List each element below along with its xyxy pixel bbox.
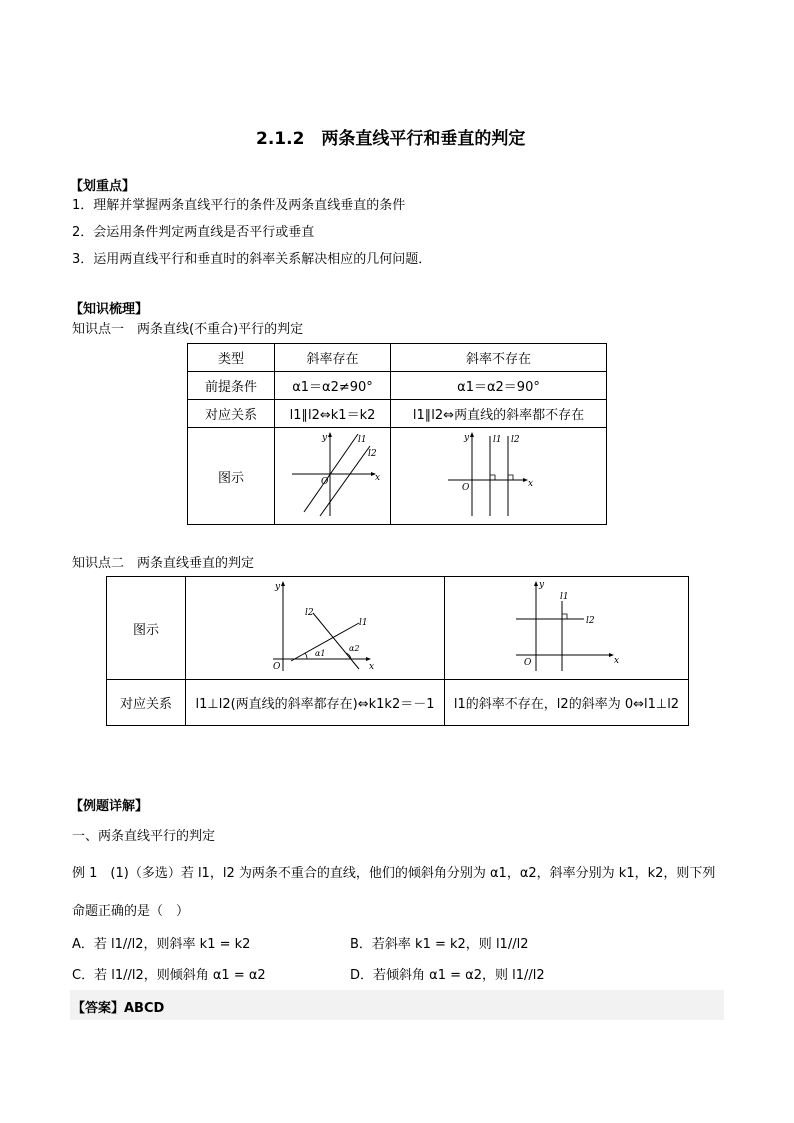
row-label: 前提条件 [188, 372, 275, 400]
l2-label: l2 [510, 435, 520, 445]
right-angle-mark [508, 475, 513, 480]
table-cell: l1⊥l2(两直线的斜率都存在)⇔k1k2＝－1 [186, 680, 445, 726]
y-arrow [534, 581, 538, 586]
right-angle-mark [490, 475, 495, 480]
examples-subheading: 一、两条直线平行的判定 [72, 829, 216, 844]
option-a: A．若 l1//l2，则斜率 k1 = k2 [72, 937, 251, 952]
row-label: 对应关系 [188, 400, 275, 428]
line-l2 [313, 613, 359, 669]
page-title: 2.1.2 两条直线平行和垂直的判定 [256, 129, 526, 149]
origin-label: O [320, 477, 328, 487]
parallel-figure-sloped [275, 428, 391, 525]
examples-heading: 【例题详解】 [70, 799, 149, 814]
option-d: D．若倾斜角 α1 = α2，则 l1//l2 [350, 968, 545, 983]
l1-label: l1 [492, 435, 502, 445]
option-b: B．若斜率 k1 = k2，则 l1//l2 [350, 937, 529, 952]
table-cell: α1＝α2≠90° [275, 372, 391, 400]
x-label: x [613, 656, 619, 666]
answer-box [70, 990, 724, 1020]
knowledge-heading: 【知识梳理】 [70, 302, 149, 317]
x-label: x [527, 479, 533, 489]
alpha1-label: α1 [315, 649, 326, 658]
axis-perpendicular-diagram [512, 577, 622, 675]
row-label: 图示 [107, 577, 186, 680]
alpha1-arc [305, 653, 307, 659]
table-header: 类型 [188, 344, 275, 372]
question-text: 例 1 (1)（多选）若 l1，l2 为两条不重合的直线，他们的倾斜角分别为 α1，α2，斜率分别为 k1，k2，则下列 [72, 866, 716, 881]
table-cell: l1∥l2⇔两直线的斜率都不存在 [391, 400, 607, 428]
l1-label: l1 [357, 435, 367, 445]
parallel-figure-vertical [391, 428, 607, 525]
table-header: 斜率存在 [275, 344, 391, 372]
y-arrow [470, 432, 474, 437]
table-header: 斜率不存在 [391, 344, 607, 372]
answer-text: 【答案】ABCD [72, 1001, 165, 1016]
l1-label: l1 [559, 592, 569, 602]
option-c: C．若 l1//l2，则倾斜角 α1 = α2 [72, 968, 266, 983]
right-angle-mark [562, 614, 567, 619]
parallel-lines-diagram [278, 428, 388, 520]
table-cell: α1＝α2＝90° [391, 372, 607, 400]
key-point-item: 1．理解并掌握两条直线平行的条件及两条直线垂直的条件 [72, 198, 406, 213]
y-arrow [281, 581, 285, 586]
x-arrow [366, 657, 371, 661]
x-label: x [374, 473, 380, 483]
row-label: 对应关系 [107, 680, 186, 726]
question-text: 命题正确的是（ ） [72, 904, 190, 919]
perpendicular-lines-diagram [255, 577, 375, 675]
key-point-item: 3．运用两直线平行和垂直时的斜率关系解决相应的几何问题． [72, 252, 432, 267]
l1-label: l1 [359, 618, 368, 628]
key-point-item: 2．会运用条件判定两直线是否平行或垂直 [72, 225, 315, 240]
parallel-table [187, 343, 607, 525]
origin-label: O [273, 662, 281, 672]
alpha2-label: α2 [349, 644, 360, 653]
row-label: 图示 [188, 428, 275, 525]
l2-label: l2 [367, 449, 377, 459]
l2-label: l2 [305, 608, 314, 618]
table-cell: l1∥l2⇔k1＝k2 [275, 400, 391, 428]
y-label: y [538, 580, 544, 590]
perpendicular-figure-axis [445, 577, 689, 680]
perpendicular-table [106, 576, 689, 726]
perpendicular-figure-sloped [186, 577, 445, 680]
y-label: y [463, 433, 469, 443]
key-points-heading: 【划重点】 [70, 179, 136, 194]
y-arrow [328, 432, 332, 437]
origin-label: O [523, 658, 531, 668]
y-label: y [275, 582, 281, 592]
table-cell: l1的斜率不存在，l2的斜率为 0⇔l1⊥l2 [445, 680, 689, 726]
knowledge-point2-title: 知识点二 两条直线垂直的判定 [72, 556, 255, 571]
knowledge-point1-title: 知识点一 两条直线(不重合)平行的判定 [72, 322, 304, 337]
origin-label: O [461, 483, 469, 493]
y-label: y [321, 433, 327, 443]
x-label: x [369, 662, 375, 672]
vertical-lines-diagram [444, 428, 554, 520]
l2-label: l2 [585, 616, 595, 626]
